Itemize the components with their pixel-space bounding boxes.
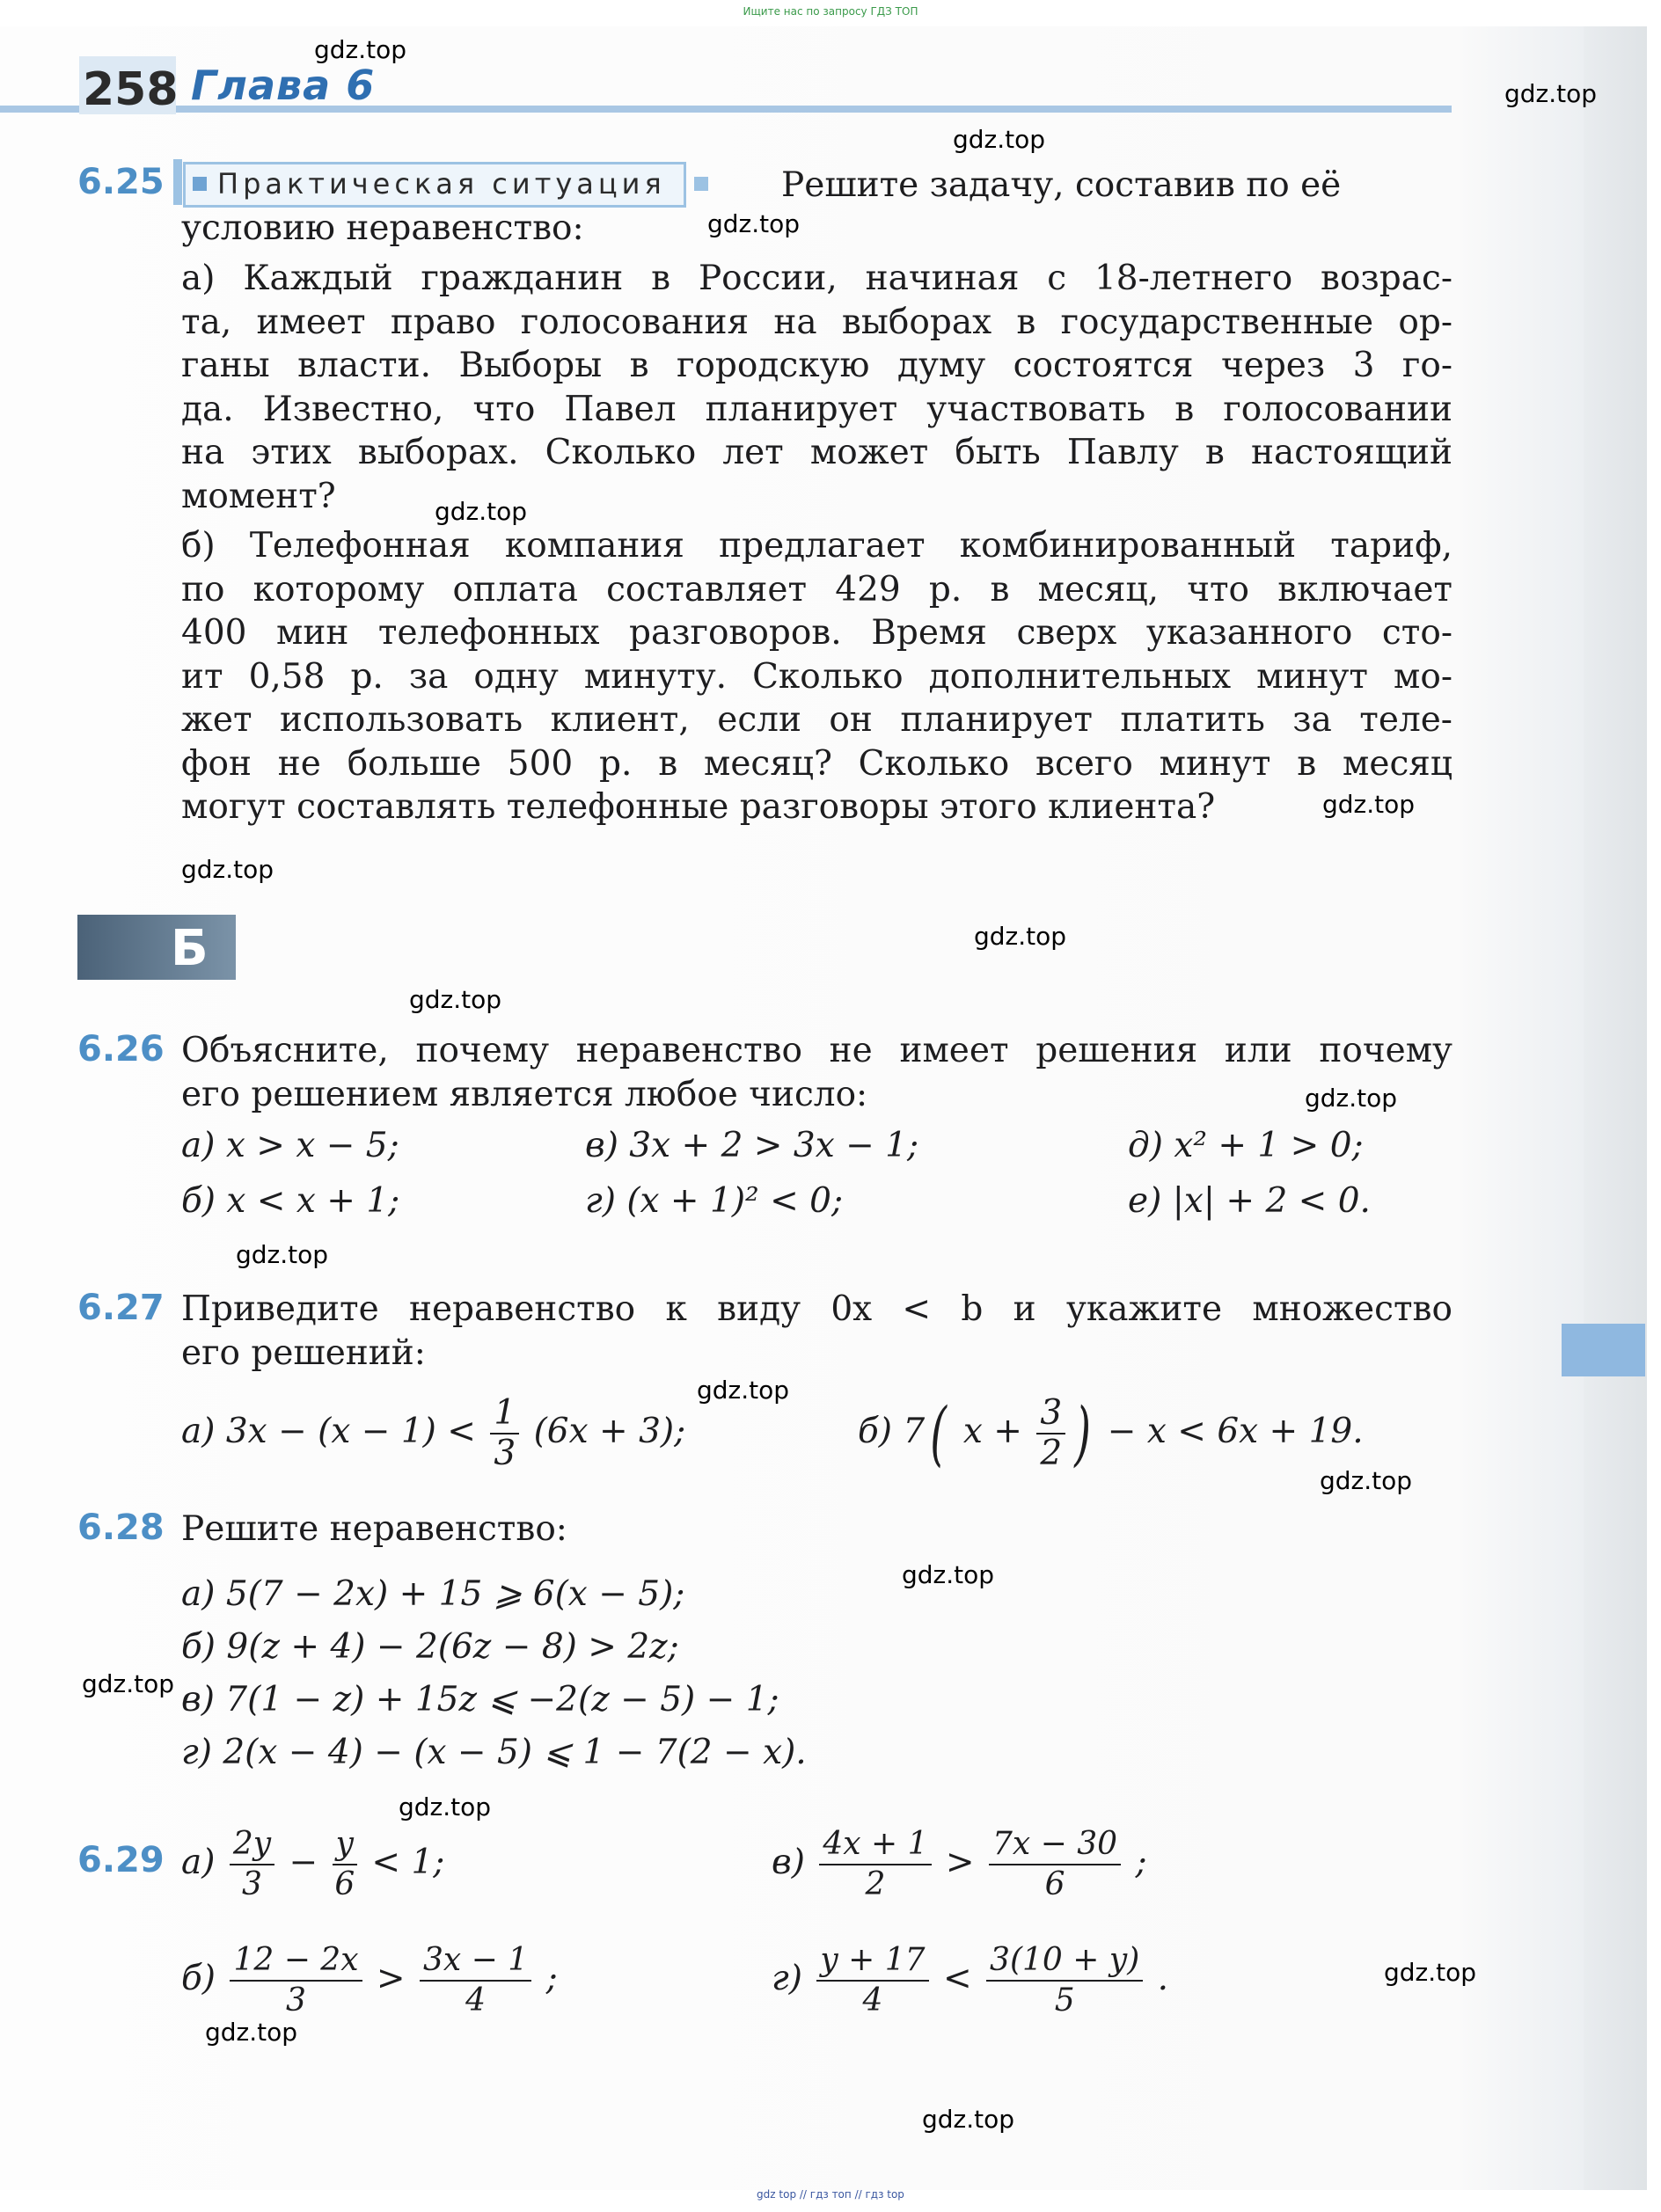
denominator: 2 xyxy=(865,1866,886,1902)
section-b-badge xyxy=(77,915,236,980)
section-letter: Б xyxy=(171,920,209,977)
expr-text: x + xyxy=(962,1412,1022,1451)
numerator: 3 xyxy=(1036,1394,1065,1435)
page-edge-tab xyxy=(1562,1324,1645,1376)
watermark: gdz.top xyxy=(236,1240,329,1269)
problem-number-6-26: 6.26 xyxy=(77,1029,165,1069)
page-number: 258 xyxy=(83,63,179,116)
problem-number-6-29: 6.29 xyxy=(77,1840,165,1880)
page-edge xyxy=(1584,26,1647,2190)
text-line: Приведите неравенство к виду 0x < b и укажите множество xyxy=(181,1289,1452,1329)
operator: < xyxy=(942,1959,972,1998)
expr-text: (6x + 3); xyxy=(533,1412,686,1451)
watermark: gdz.top xyxy=(1384,1958,1477,1987)
problem-6-26-item-d: д) x² + 1 > 0; xyxy=(1128,1126,1364,1165)
text-line: Объясните, почему неравенство не имеет решения или почему xyxy=(181,1031,1452,1070)
watermark: gdz.top xyxy=(435,497,528,526)
text-line: на этих выборах. Сколько лет может быть Павлу в настоящий xyxy=(181,433,1452,472)
fraction xyxy=(333,1825,357,1904)
watermark: gdz.top xyxy=(399,1792,492,1821)
problem-6-28-item-b: б) 9(z + 4) − 2(6z − 8) > 2z; xyxy=(181,1627,679,1667)
problem-6-29-item-g xyxy=(772,1935,1168,2023)
watermark: gdz.top xyxy=(1305,1084,1398,1113)
watermark: gdz.top xyxy=(82,1669,175,1698)
fraction xyxy=(989,1825,1121,1904)
expr-tail: . xyxy=(1157,1959,1169,1998)
expr-tail: < 1; xyxy=(371,1843,445,1882)
numerator: y xyxy=(333,1825,357,1865)
problem-6-28-item-g: г) 2(x − 4) − (x − 5) ⩽ 1 − 7(2 − x). xyxy=(181,1733,807,1772)
problem-6-29-item-a xyxy=(181,1819,444,1907)
fraction xyxy=(816,1941,928,2020)
problem-6-26-item-e: е) |x| + 2 < 0. xyxy=(1128,1181,1371,1221)
watermark: gdz.top xyxy=(409,985,502,1014)
problem-number-6-28: 6.28 xyxy=(77,1508,165,1548)
numerator: y + 17 xyxy=(816,1941,928,1982)
watermark: gdz.top xyxy=(1504,79,1598,108)
text-line: могут составлять телефонные разговоры этого клиента? xyxy=(181,787,1216,827)
problem-6-29-item-v xyxy=(772,1819,1147,1907)
text-line: а) Каждый гражданин в России, начиная с 18-летнего возрас- xyxy=(181,259,1452,298)
operator: − xyxy=(289,1843,318,1882)
page-number-box xyxy=(79,56,179,116)
expr-text: а) 3x − (x − 1) < xyxy=(181,1412,476,1451)
problem-6-28-item-v: в) 7(1 − z) + 15z ⩽ −2(z − 5) − 1; xyxy=(181,1680,779,1719)
watermark: gdz.top xyxy=(902,1560,995,1589)
problem-6-28-title: Решите неравенство: xyxy=(181,1509,567,1549)
text-line: его решением является любое число: xyxy=(181,1074,868,1114)
text-line: фон не больше 500 р. в месяц? Сколько всего минут в месяц xyxy=(181,743,1452,784)
text-line: та, имеет право голосования на выборах в государственные ор- xyxy=(181,302,1452,342)
text-line: ганы власти. Выборы в городскую думу состоятся через 3 го- xyxy=(181,346,1452,385)
watermark: gdz.top xyxy=(707,209,801,238)
left-paren: ( xyxy=(930,1392,948,1474)
watermark: gdz.top xyxy=(181,855,274,884)
text-line: момент? xyxy=(181,476,336,516)
watermark: gdz.top xyxy=(1322,790,1416,819)
numerator: 12 − 2x xyxy=(230,1941,362,1982)
problem-6-25-intro: Решите задачу, составив по её xyxy=(781,165,1342,205)
text-line: да. Известно, что Павел планирует участвовать в голосовании xyxy=(181,389,1452,429)
denominator: 2 xyxy=(1040,1434,1063,1473)
watermark: gdz.top xyxy=(974,922,1067,951)
problem-6-28-item-a: а) 5(7 − 2x) + 15 ⩾ 6(x − 5); xyxy=(181,1574,685,1614)
problem-number-6-25: 6.25 xyxy=(77,162,165,202)
watermark: gdz.top xyxy=(697,1376,790,1405)
item-label: в) xyxy=(772,1843,805,1882)
denominator: 5 xyxy=(1054,1982,1075,2019)
fraction xyxy=(986,1941,1143,2020)
numerator: 7x − 30 xyxy=(989,1825,1121,1865)
watermark: gdz.top xyxy=(922,2105,1015,2134)
text-line: по которому оплата составляет 429 р. в месяц, что включает xyxy=(181,569,1452,610)
fraction xyxy=(1036,1394,1065,1473)
problem-6-26-item-v: в) 3x + 2 > 3x − 1; xyxy=(585,1126,919,1165)
item-label: б) xyxy=(181,1959,216,1998)
numerator: 3x − 1 xyxy=(420,1941,531,1982)
fraction xyxy=(420,1941,531,2020)
problem-number-6-27: 6.27 xyxy=(77,1288,165,1328)
denominator: 3 xyxy=(286,1982,306,2019)
fraction xyxy=(819,1825,931,1904)
text-line: его решений: xyxy=(181,1332,426,1373)
watermark: gdz.top xyxy=(1320,1466,1413,1495)
footer-note: gdz top // гдз топ // гдз top xyxy=(757,2188,904,2201)
numerator: 3(10 + y) xyxy=(986,1941,1143,1982)
operator: > xyxy=(945,1843,975,1882)
label-bracket xyxy=(173,159,182,205)
problem-6-26-item-b: б) x < x + 1; xyxy=(181,1181,400,1221)
problem-6-27-item-b xyxy=(858,1392,1364,1473)
item-label: а) xyxy=(181,1843,216,1882)
denominator: 3 xyxy=(494,1434,516,1473)
watermark: gdz.top xyxy=(205,2018,298,2047)
denominator: 3 xyxy=(242,1866,262,1902)
fraction xyxy=(490,1394,519,1473)
expr-tail: ; xyxy=(1135,1843,1147,1882)
denominator: 4 xyxy=(862,1982,883,2019)
practical-situation-label: Практическая ситуация xyxy=(183,162,686,208)
numerator: 1 xyxy=(490,1394,519,1435)
denominator: 4 xyxy=(465,1982,487,2019)
problem-6-25-part-b xyxy=(181,524,1452,829)
text-line: б) Телефонная компания предлагает комбинированный тариф, xyxy=(181,526,1452,566)
numerator: 2y xyxy=(230,1825,274,1865)
numerator: 4x + 1 xyxy=(819,1825,931,1865)
problem-6-25-intro-cont: условию неравенство: xyxy=(181,208,584,248)
denominator: 6 xyxy=(334,1866,355,1902)
problem-6-26-item-a: а) x > x − 5; xyxy=(181,1126,399,1165)
chapter-title: Глава 6 xyxy=(191,62,376,109)
expr-tail: ; xyxy=(545,1959,558,1998)
item-label: г) xyxy=(772,1959,802,1998)
problem-6-25-part-a xyxy=(181,257,1452,518)
watermark: gdz.top xyxy=(953,125,1046,154)
right-paren: ) xyxy=(1074,1392,1092,1474)
fraction xyxy=(230,1941,362,2020)
problem-6-26-text xyxy=(181,1029,1452,1116)
expr-text: б) 7 xyxy=(858,1412,926,1451)
operator: > xyxy=(376,1959,406,1998)
watermark: gdz.top xyxy=(314,35,407,64)
top-note: Ищите нас по запросу ГДЗ ТОП xyxy=(743,5,918,18)
problem-6-27-text xyxy=(181,1288,1452,1375)
problem-6-27-item-a xyxy=(181,1392,685,1473)
denominator: 6 xyxy=(1044,1866,1065,1902)
expr-text: − x < 6x + 19. xyxy=(1107,1412,1364,1451)
problem-6-26-item-g: г) (x + 1)² < 0; xyxy=(585,1181,844,1221)
text-line: 400 мин телефонных разговоров. Время сверх указанного сто- xyxy=(181,613,1452,653)
fraction xyxy=(230,1825,274,1904)
problem-6-29-item-b xyxy=(181,1935,558,2023)
text-line: жет использовать клиент, если он планирует платить за теле- xyxy=(181,700,1452,740)
text-line: ит 0,58 р. за одну минуту. Сколько дополнительных минут мо- xyxy=(181,656,1452,697)
